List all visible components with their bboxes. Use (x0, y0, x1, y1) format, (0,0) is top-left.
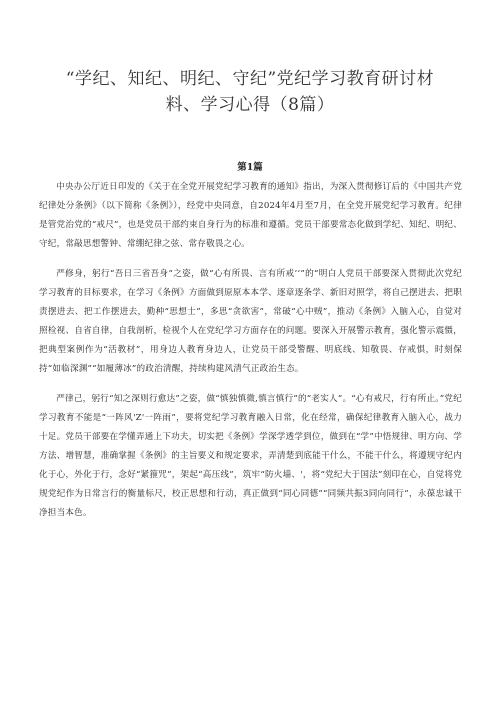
paragraph: 严修身，躬行“吾日三省吾身”之姿，做“心有所畏、言有所戒’‘”的“明白人党员干部要深入贯彻此次党纪学习教育的目标要求，在学习《条例》方面做到原原本本学、逐章逐条学、新旧对照学，将自己摆进去、把职责摆进去、把工作摆进去，勤种“思想士”，多思“贪欲害”，常破“心中贼”，推动《条例》入脑入心，自觉对照检视、自省自律，自我剖析，检视个人在党纪学习方面存在的问题。要深入开展警示教育，强化警示震慑，把典型案例作为“活教材”，用身边人教育身边人，让党员干部受警醒、明底线、知敬畏、存戒惧，时刻保持“如临深渊”“如履薄冰”的政治清醒，持续构建风清气正政治生态。 (39, 269, 462, 374)
paragraph: 严律己，躬行“知之深则行愈达”之姿，做“慎独慎微,慎言慎行”的“老实人”。“心有戒尺，行有所止。”党纪学习教育不能是“一阵风'Z'一阵雨”，要将党纪学习教育融入日常，化在经常，确保纪律教育入脑入心，战力十足。党员干部要在学懂弄通上下功夫，切实把《条例》学深学透学到位，做到在“学”中悟规律、明方向、学方法、增智慧，准确掌握《条例》的主旨要义和规定要求，弄清楚到底能干什么，不能干什么，将遵规守纪内化于心，外化于行，念好“紧箍咒”，架起“高压线”，筑牢“防火墙、'，将“党纪大于国法”刻印在心，自觉将党规党纪作为日常言行的衡量标尺，校正思想和行动，真正做到“同心同德”“同频共振3同向同行”，永葆忠诚干净担当本色。 (39, 394, 462, 518)
document-body (39, 178, 462, 534)
paragraph: 中央办公厅近日印发的《关于在全党开展党纪学习教育的通知》指出，为深入贯彻修订后的《中国共产党纪律处分条例》（以下简称《条例》），经党中央同意，自2024年4月至7月，在全党开展党纪学习教育。纪律是管党治党的“戒尺”，也是党员干部约束自身行为的标准和遵循。党员干部要常态化做到学纪、知纪、明纪、守纪，常敲思想警钟、常绷纪律之弦、常存敬畏之心。 (39, 182, 462, 249)
section-heading: 第1篇 (237, 162, 263, 173)
document-title: “学纪、知纪、明纪、守纪”党纪学习教育研讨材料、学习心得（8篇） (65, 69, 435, 115)
